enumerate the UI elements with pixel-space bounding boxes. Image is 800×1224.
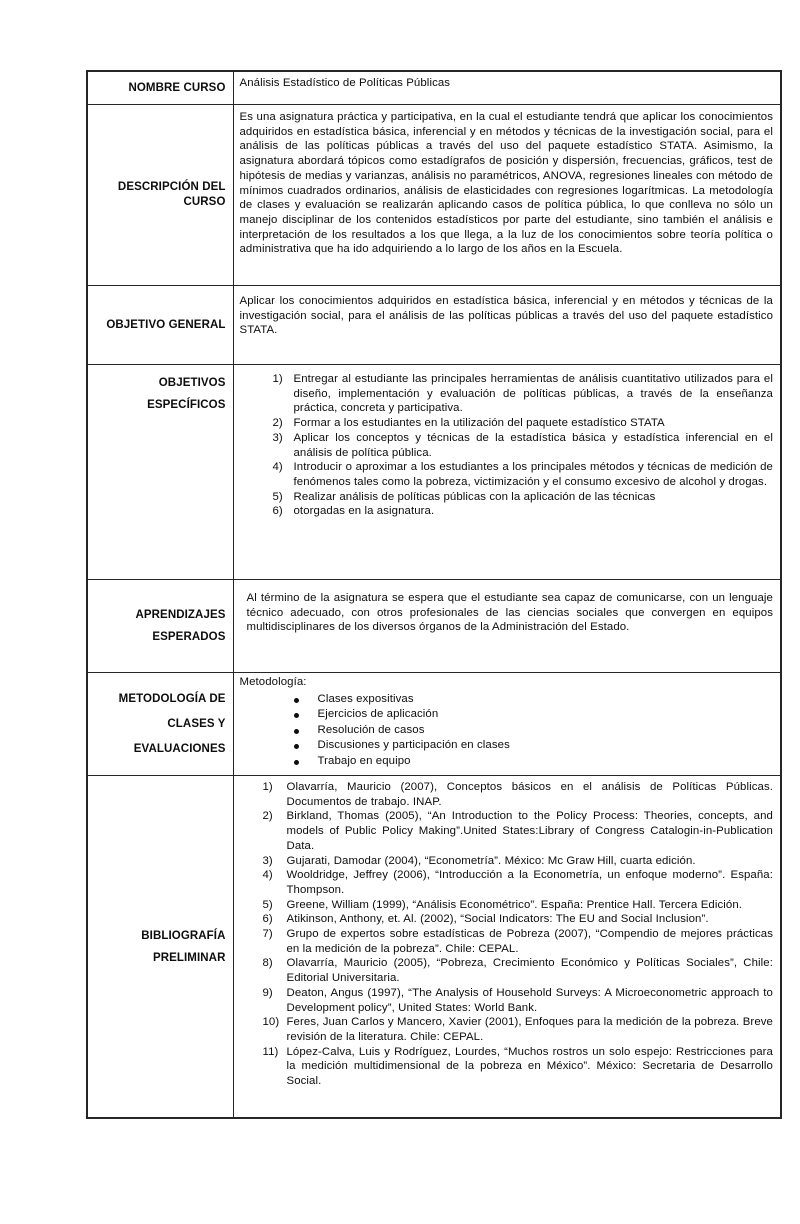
bullet-icon [294,698,299,703]
list-item [273,504,774,519]
list-item-number: 10) [262,1016,280,1029]
list-item-text: Entregar al estudiante las principales herramientas de análisis cuantitativo utilizados para el diseño, implementación y evaluación de políticas públicas, a través de la enseñanza práctica, concreta y participativa. [293,373,773,415]
list-item-text: Realizar análisis de políticas públicas con la aplicación de las técnicas [293,490,656,503]
list-item-number: 1) [272,373,283,385]
list-item-number: 1) [262,781,273,793]
table-row [87,776,781,1119]
bullet-item-text: Resolución de casos [317,723,425,736]
list-item-number: 11) [262,1045,279,1058]
expected-learning-text: Al término de la asignatura se espera que el estudiante sea capaz de comunicarse, con un lenguaje técnico adecuado, con otros profesionales de las ciencias sociales que convergen en equipos multidisciplinares de los diversos órganos de la Administración del Estado. [233,580,781,673]
list-item [263,868,774,897]
list-item-text: Birkland, Thomas (2005), “An Introduction to the Policy Process: Theories, concepts, and models of Public Policy Making”.United States:Library of Congress Catalogin-in-Publication Data. [286,810,773,852]
row-label-objetivo-general: OBJETIVO GENERAL [87,286,233,365]
bibliography-cell [233,776,781,1119]
table-row [87,365,781,580]
row-label-objetivos-especificos: OBJETIVOS ESPECÍFICOS [87,365,233,580]
list-item-text: Formar a los estudiantes en la utilización del paquete estadístico STATA [293,417,665,430]
specific-objectives-list [240,372,774,519]
bullet-icon [294,713,299,718]
bullet-item-text: Ejercicios de aplicación [317,708,439,721]
list-item-text: Greene, William (1999), “Análisis Econométrico”. España: Prentice Hall. Tercera Edición. [286,898,743,911]
list-item [263,1045,774,1089]
list-item-number: 5) [272,490,283,503]
list-item-text: Atikinson, Anthony, et. Al. (2002), “Social Indicators: The EU and Social Inclusion”. [286,913,709,926]
list-item-number: 6) [262,913,273,926]
specific-objectives-cell [233,365,781,580]
table-row [87,71,781,105]
list-item-number: 8) [262,957,273,970]
list-item-text: Introducir o aproximar a los estudiantes a los principales métodos y técnicas de medición de fenómenos tales como la pobreza, victimización y el consumo excesivo de alcohol y drogas. [293,461,773,488]
table-row [87,105,781,286]
row-label-bibliografia-preliminar: BIBLIOGRAFÍA PRELIMINAR [87,776,233,1119]
list-item [273,431,774,460]
bullet-item-text: Trabajo en equipo [317,754,411,767]
list-item-number: 3) [272,431,283,444]
list-item-number: 2) [272,417,283,430]
list-item-text: Deaton, Angus (1997), “The Analysis of Household Surveys: A Microeconometric approach to Development policy”, United States: World Bank. [286,986,773,1014]
list-item-text: Aplicar los conceptos y técnicas de la estadística básica y estadística inferencial en el análisis de política pública. [293,431,773,459]
list-item [273,416,774,431]
list-item-number: 9) [262,986,273,999]
bibliography-list [240,780,774,1089]
list-item-number: 5) [262,898,273,911]
list-item [263,854,774,869]
bullet-icon [294,744,299,749]
list-item [263,912,774,927]
list-item-text: Gujarati, Damodar (2004), “Econometría”. México: Mc Graw Hill, cuarta edición. [286,854,696,867]
list-item [294,723,774,739]
list-item [263,898,774,913]
list-item [273,460,774,489]
list-item-number: 4) [262,869,273,882]
list-item [263,780,774,809]
row-label-metodologia: METODOLOGÍA DE CLASES Y EVALUACIONES [87,673,233,776]
table-row [87,673,781,776]
list-item-text: Wooldridge, Jeffrey (2006), “Introducción a la Econometría, un enfoque moderno”. España: Thompson. [286,869,773,896]
list-item-text: Olavarría, Mauricio (2007), Conceptos básicos en el análisis de Políticas Públicas. Documentos de trabajo. INAP. [286,781,773,808]
list-item-number: 4) [272,461,283,474]
list-item [273,490,774,505]
course-description-text: Es una asignatura práctica y participativa, en la cual el estudiante tendrá que aplicar los conocimientos adquiridos en estadística básica, inferencial y en métodos y técnicas de la investigación social, para el análisis de las políticas públicas a través del uso del paquete estadístico STATA. Asimismo, la asignatura abordará tópicos como estadígrafos de posición y dispersión, frecuencias, gráficos, test de hipótesis de medias y varianzas, análisis no paramétricos, ANOVA, regresiones lineales con método de mínimos cuadrados ordinarios, análisis de elasticidades con regresiones logarítmicas. La metodología de clases y evaluación se realizarán aplicando casos de política pública, lo que conlleva no sólo un manejo disciplinar de los contenidos estadísticos por parte del estudiante, sino también el análisis e interpretación de los resultados a los que llega, a la luz de los conocimientos sobre teoría política o administrativa que ha ido adquiriendo a lo largo de los años en la Escuela. [233,105,781,286]
list-item [294,754,774,770]
methodology-intro: Metodología: [239,676,307,688]
row-label-nombre-curso: NOMBRE CURSO [87,71,233,105]
list-item [294,707,774,723]
course-syllabus-table [86,70,782,1119]
row-label-descripcion-curso: DESCRIPCIÓN DEL CURSO [87,105,233,286]
list-item-text: Olavarría, Mauricio (2005), “Pobreza, Crecimiento Económico y Políticas Sociales”, Chile: Editorial Universitaria. [286,957,773,985]
bullet-item-text: Clases expositivas [317,692,414,705]
methodology-cell [233,673,781,776]
list-item [263,927,774,956]
bullet-icon [294,760,299,765]
list-item-text: otorgadas en la asignatura. [293,505,435,518]
list-item [263,986,774,1015]
list-item [294,692,774,708]
list-item [263,1015,774,1044]
table-row [87,580,781,673]
methodology-bullet-list [240,691,774,770]
list-item-number: 6) [272,505,283,518]
bullet-item-text: Discusiones y participación en clases [317,739,510,752]
list-item-text: Feres, Juan Carlos y Mancero, Xavier (2001), Enfoques para la medición de la pobreza. Breve revisión de la literatura. Chile: CEPAL. [286,1016,773,1043]
list-item-text: Grupo de expertos sobre estadísticas de Pobreza (2007), “Compendio de mejores prácticas en la medición de la pobreza”. Chile: CEPAL. [286,928,773,955]
table-row [87,286,781,365]
course-name-value: Análisis Estadístico de Políticas Públicas [233,71,781,105]
row-label-aprendizajes-esperados: APRENDIZAJES ESPERADOS [87,580,233,673]
list-item-number: 7) [262,928,273,941]
list-item-number: 3) [262,854,273,867]
list-item [263,809,774,853]
bullet-icon [294,729,299,734]
list-item-text: López-Calva, Luis y Rodríguez, Lourdes, “Muchos rostros un solo espejo: Restricciones para la medición multidimensional de la pobreza en México”. México: Secretaria de Desarrollo Social. [286,1045,773,1088]
list-item [273,372,774,416]
list-item [263,956,774,985]
general-objective-text: Aplicar los conocimientos adquiridos en estadística básica, inferencial y en métodos y técnicas de la investigación social, para el análisis de las políticas públicas a través del uso del paquete estadístico STATA. [233,286,781,365]
list-item [294,738,774,754]
list-item-number: 2) [262,810,273,823]
